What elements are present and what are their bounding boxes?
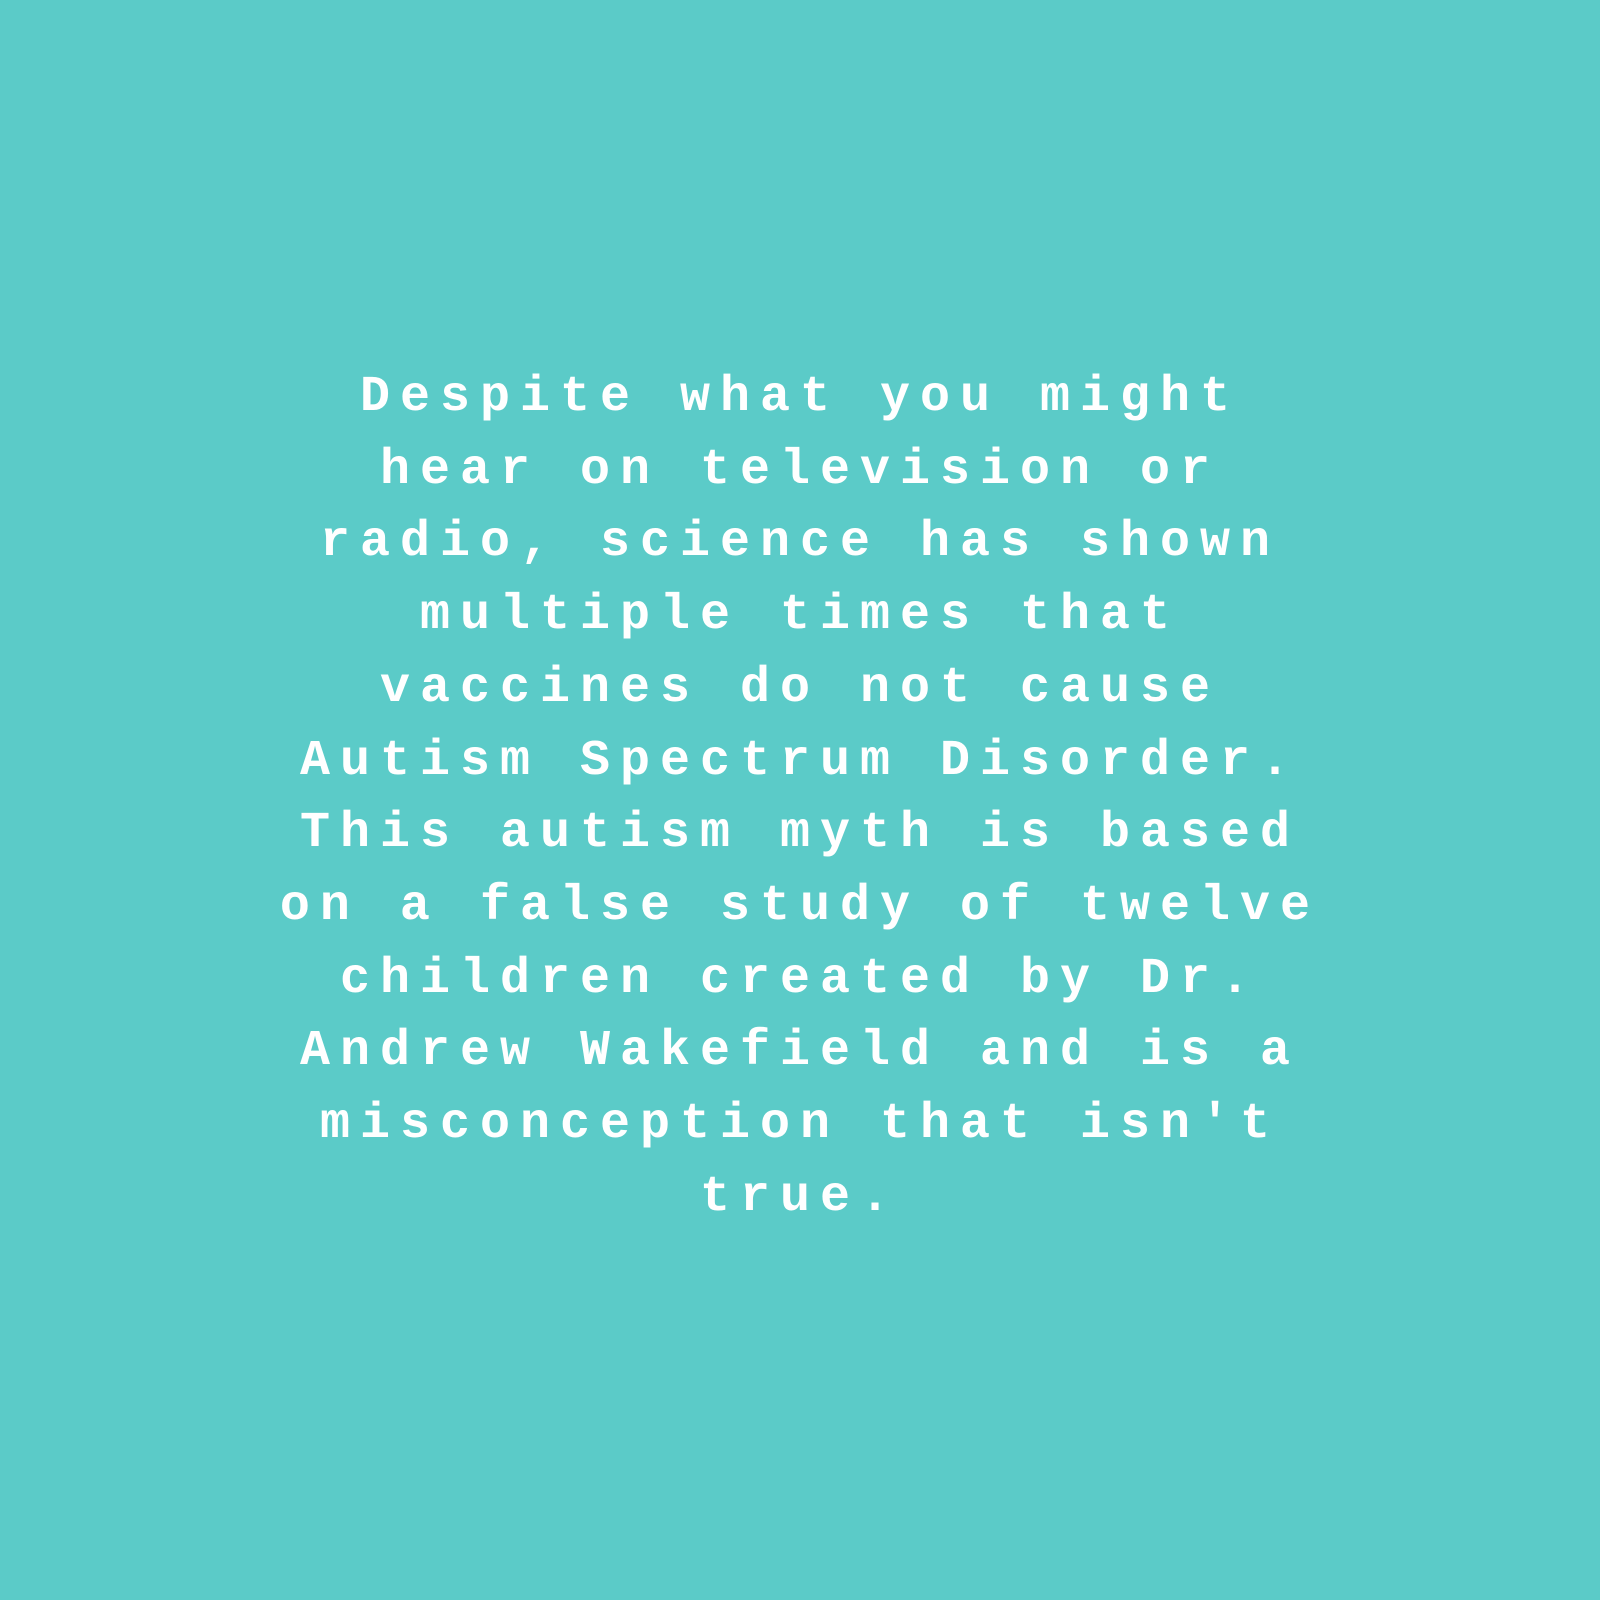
- quote-line: radio, science has shown: [319, 514, 1281, 572]
- quote-line: vaccines do not cause: [379, 659, 1221, 717]
- quote-line: on a false study of twelve: [279, 877, 1321, 935]
- quote-line: true.: [699, 1168, 901, 1226]
- quote-line: children created by Dr.: [339, 950, 1261, 1008]
- quote-line: Despite what you might: [359, 369, 1241, 426]
- quote-line: This autism myth is based: [299, 805, 1301, 863]
- quote-line: Autism Spectrum Disorder.: [299, 732, 1301, 790]
- quote-line: hear on television or: [379, 441, 1221, 499]
- quote-line: Andrew Wakefield and is a: [299, 1023, 1301, 1081]
- quote-text: [0, 362, 1600, 1234]
- quote-line: multiple times that: [419, 587, 1181, 645]
- quote-line: misconception that isn't: [319, 1096, 1281, 1154]
